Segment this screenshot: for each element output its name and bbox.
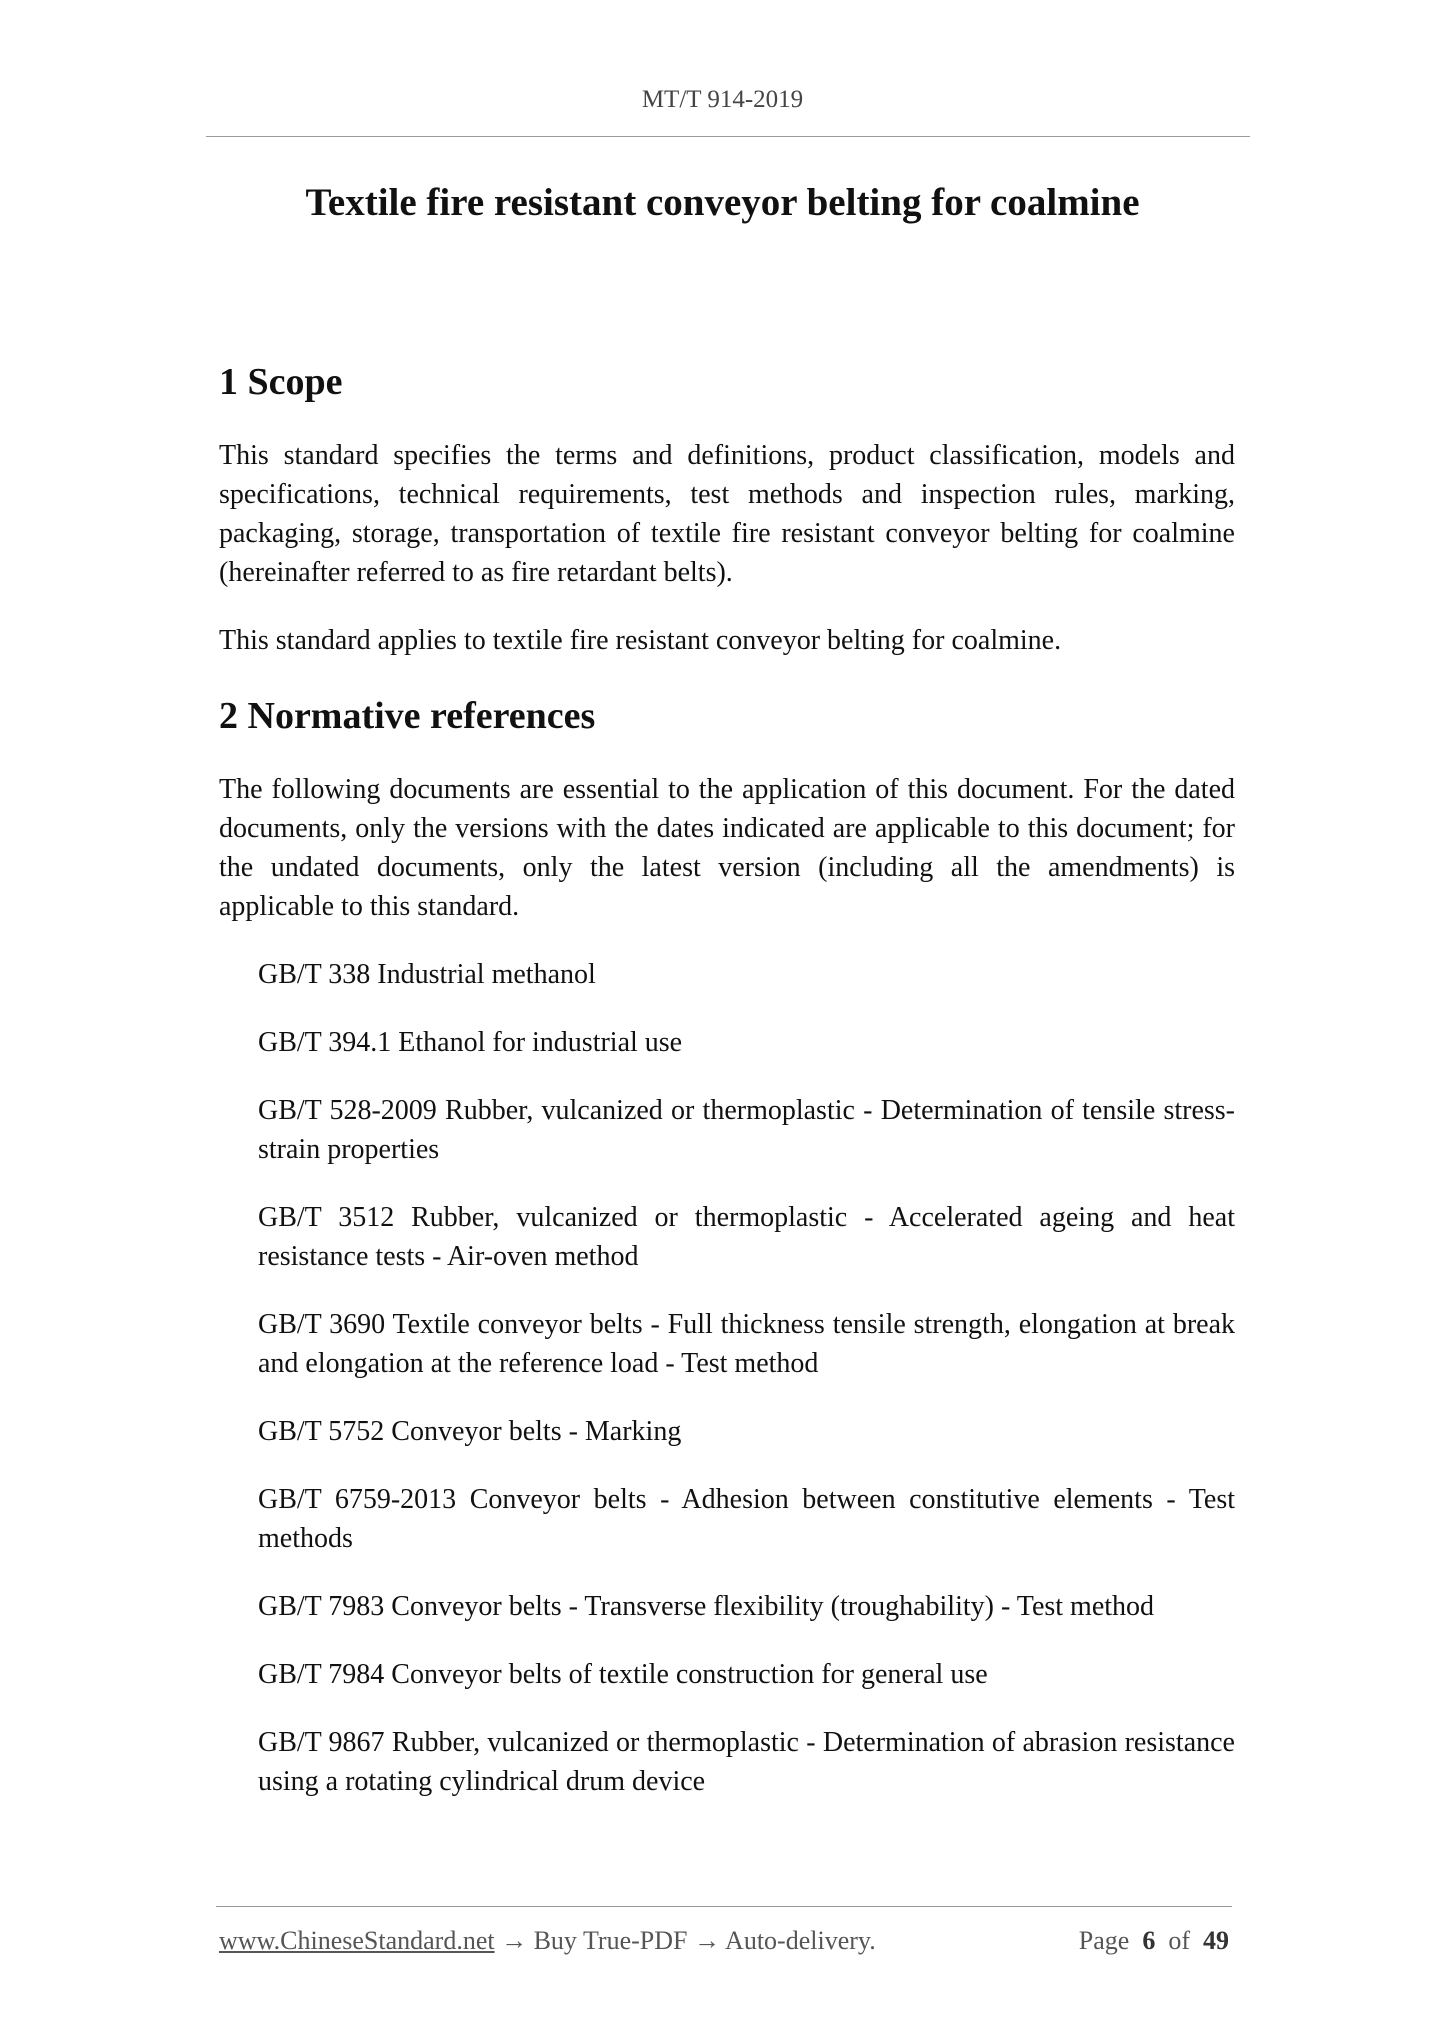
footer-promo xyxy=(219,1926,876,1956)
of-word: of xyxy=(1168,1926,1190,1955)
reference-item: GB/T 5752 Conveyor belts - Marking xyxy=(258,1416,682,1447)
normative-intro-paragraph: The following documents are essential to the application of this document. For the dated documents, only the versions with the dates indicated are applicable to this document; for the undated documents, only the latest version (including all the amendments) is applicable to this standard. xyxy=(219,774,1235,922)
reference-item: GB/T 394.1 Ethanol for industrial use xyxy=(258,1027,683,1058)
reference-item: GB/T 9867 Rubber, vulcanized or thermoplastic - Determination of abrasion resistance using a rotating cylindrical drum device xyxy=(258,1727,1235,1797)
header-divider xyxy=(206,136,1250,137)
reference-item: GB/T 3690 Textile conveyor belts - Full thickness tensile strength, elongation at break and elongation at the reference load - Test method xyxy=(258,1309,1235,1379)
reference-item: GB/T 528-2009 Rubber, vulcanized or thermoplastic - Determination of tensile stress-strain properties xyxy=(258,1095,1235,1165)
section-heading-normative-references: 2 Normative references xyxy=(219,695,596,737)
document-title: Textile fire resistant conveyor belting for coalmine xyxy=(305,181,1140,224)
footer-divider xyxy=(216,1906,1232,1907)
page-word: Page xyxy=(1078,1926,1130,1955)
reference-item: GB/T 6759-2013 Conveyor belts - Adhesion between constitutive elements - Test methods xyxy=(258,1484,1235,1554)
page-number xyxy=(1079,1926,1229,1956)
reference-item: GB/T 3512 Rubber, vulcanized or thermoplastic - Accelerated ageing and heat resistance tests - Air-oven method xyxy=(258,1202,1235,1272)
scope-paragraph-2: This standard applies to textile fire resistant conveyor belting for coalmine. xyxy=(219,625,1062,656)
page-header-code: MT/T 914-2019 xyxy=(641,86,804,113)
reference-item: GB/T 338 Industrial methanol xyxy=(258,959,596,990)
footer-promo-text: → Buy True-PDF → Auto-delivery. xyxy=(494,1926,876,1955)
website-link[interactable]: www.ChineseStandard.net xyxy=(219,1926,495,1955)
current-page: 6 xyxy=(1142,1926,1156,1955)
document-body xyxy=(219,355,1235,1801)
section-heading-scope: 1 Scope xyxy=(219,361,343,403)
reference-item: GB/T 7983 Conveyor belts - Transverse flexibility (troughability) - Test method xyxy=(258,1591,1155,1622)
total-pages: 49 xyxy=(1203,1926,1229,1955)
scope-paragraph-1: This standard specifies the terms and definitions, product classification, models and specifications, technical requirements, test methods and inspection rules, marking, packaging, storage, transportation of textile fire resistant conveyor belting for coalmine (hereinafter referred to as fire retardant belts). xyxy=(219,440,1235,588)
reference-list xyxy=(219,955,1235,1801)
reference-item: GB/T 7984 Conveyor belts of textile construction for general use xyxy=(258,1659,988,1690)
